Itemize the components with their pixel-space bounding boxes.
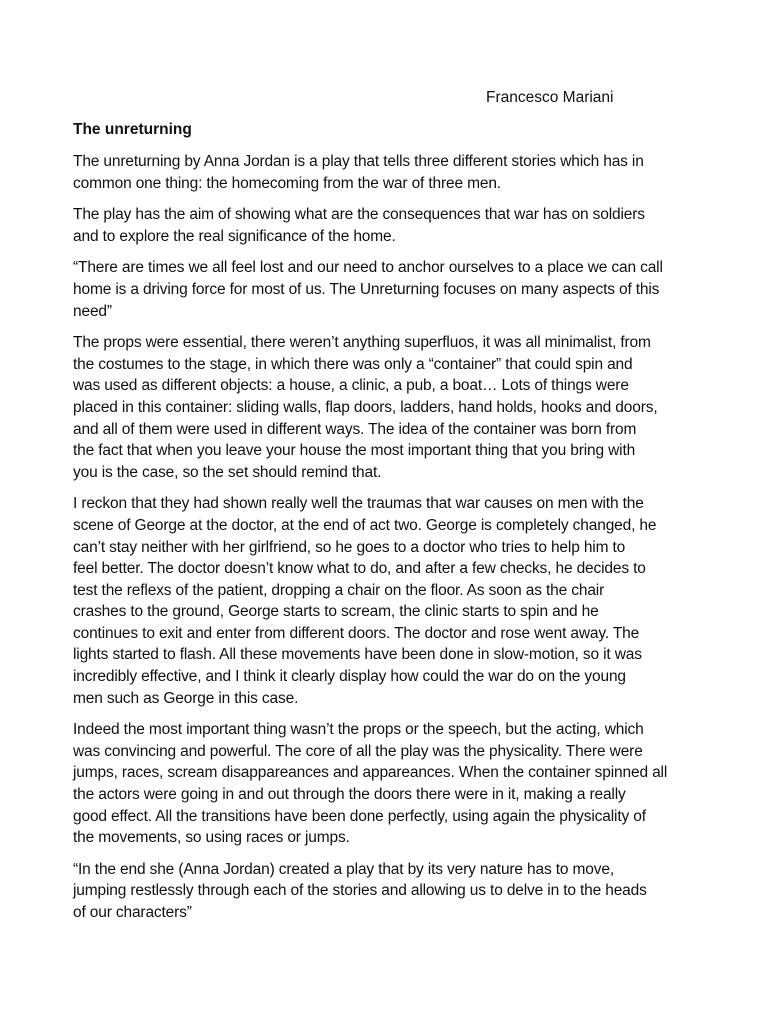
paragraph-line: men such as George in this case.: [73, 689, 299, 707]
paragraph-line: test the reflexs of the patient, dropping a chair on the floor. As soon as the chair: [73, 581, 605, 599]
paragraph-line: the movements, so using races or jumps.: [73, 829, 350, 847]
paragraph-line: I reckon that they had shown really well the traumas that war causes on men with the: [73, 495, 644, 513]
paragraph: [73, 257, 703, 322]
document-body: [73, 151, 703, 934]
paragraph-line: lights started to flash. All these movements have been done in slow-motion, so it was: [73, 646, 642, 664]
paragraph-line: of our characters”: [73, 904, 192, 921]
paragraph: [73, 151, 703, 194]
paragraph-line: jumps, races, scream disappareances and appareances. When the container spinned all: [73, 764, 668, 782]
paragraph-line: scene of George at the doctor, at the end of act two. George is completely changed, he: [73, 516, 657, 534]
paragraph-line: the costumes to the stage, in which there was only a “container” that could spin and: [73, 355, 633, 373]
paragraph-line: need”: [73, 302, 112, 320]
paragraph-line: home is a driving force for most of us. The Unreturning focuses on many aspects of this: [73, 280, 660, 298]
paragraph-line: placed in this container: sliding walls, flap doors, ladders, hand holds, hooks and doors,: [73, 398, 658, 416]
paragraph-line: The play has the aim of showing what are the consequences that war has on soldiers: [73, 206, 645, 224]
paragraph-line: the fact that when you leave your house the most important thing that you bring with: [73, 442, 636, 460]
paragraph-line: can’t stay neither with her girlfriend, so he goes to a doctor who tries to help him to: [73, 538, 626, 556]
paragraph-line: “There are times we all feel lost and our need to anchor ourselves to a place we can call: [73, 259, 663, 277]
paragraph-line: was used as different objects: a house, a clinic, a pub, a boat… Lots of things were: [73, 377, 629, 395]
paragraph-line: The props were essential, there weren’t anything superfluos, it was all minimalist, from: [73, 334, 651, 352]
document-title: The unreturning: [73, 121, 192, 138]
paragraph-line: common one thing: the homecoming from the war of three men.: [73, 174, 501, 192]
paragraph-line: feel better. The doctor doesn’t know what to do, and after a few checks, he decides to: [73, 560, 646, 578]
paragraph-line: was convincing and powerful. The core of all the play was the physicality. There were: [73, 742, 643, 760]
paragraph-line: incredibly effective, and I think it clearly display how could the war do on the young: [73, 668, 626, 686]
author-name: Francesco Mariani: [486, 89, 614, 106]
paragraph: [73, 493, 703, 709]
paragraph: [73, 719, 703, 849]
paragraph-line: and all of them were used in different ways. The idea of the container was born from: [73, 420, 637, 438]
paragraph-line: crashes to the ground, George starts to scream, the clinic starts to spin and he: [73, 603, 599, 621]
paragraph-line: continues to exit and enter from different doors. The doctor and rose went away. The: [73, 624, 640, 642]
paragraph: [73, 204, 703, 247]
paragraph-line: jumping restlessly through each of the stories and allowing us to delve in to the heads: [73, 882, 647, 900]
paragraph: [73, 332, 703, 483]
paragraph-line: good effect. All the transitions have been done perfectly, using again the physicality of: [73, 807, 646, 825]
paragraph-line: The unreturning by Anna Jordan is a play that tells three different stories which has in: [73, 153, 644, 170]
paragraph-line: you is the case, so the set should remind that.: [73, 463, 382, 481]
paragraph-line: the actors were going in and out through the doors there were in it, making a really: [73, 786, 626, 804]
paragraph-line: “In the end she (Anna Jordan) created a play that by its very nature has to move,: [73, 860, 614, 878]
paragraph: [73, 859, 703, 924]
paragraph-line: Indeed the most important thing wasn’t the props or the speech, but the acting, which: [73, 721, 644, 739]
paragraph-line: and to explore the real significance of the home.: [73, 227, 396, 245]
